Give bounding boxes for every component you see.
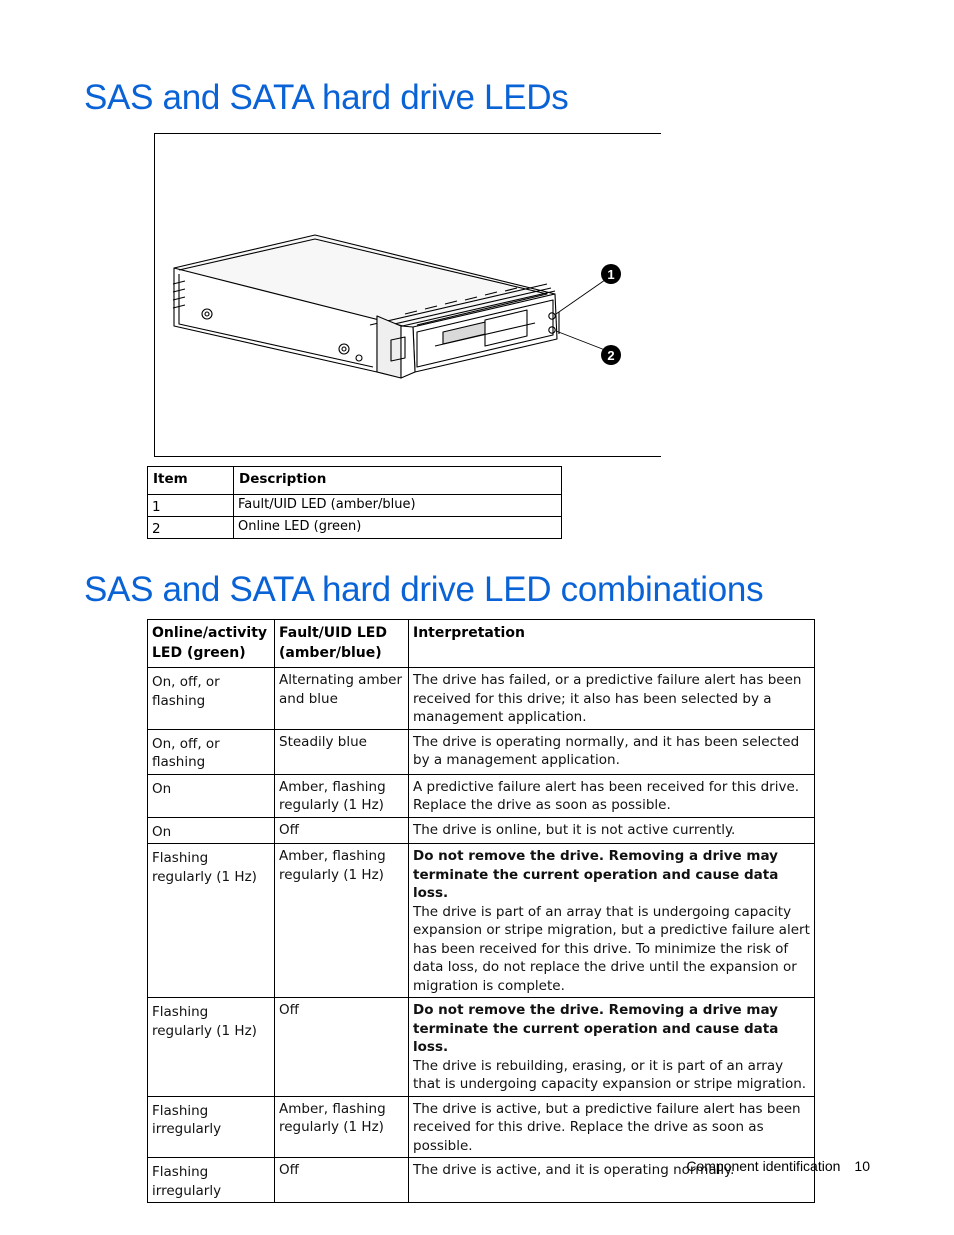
fault-led-state: Amber, flashing regularly (1 Hz) [275,774,409,817]
fault-uid-header: Fault/UID LED (amber/blue) [275,620,409,668]
interpretation [409,774,815,817]
online-led-state: On, off, or flashing [148,668,275,730]
table-row [148,517,562,539]
interpretation [409,817,815,844]
svg-text:2: 2 [607,348,615,363]
callout-2 [601,345,621,365]
interpretation-header: Interpretation [409,620,815,668]
online-led-state: Flashing regularly (1 Hz) [148,844,275,998]
interpretation-text: The drive is online, but it is not active currently. [413,821,736,838]
fault-led-state: Alternating amber and blue [275,668,409,730]
online-led-state: On [148,774,275,817]
page-footer [686,1158,870,1174]
warning-text: Do not remove the drive. Removing a drive may terminate the current operation and cause data loss. [413,1002,779,1055]
table-row [148,495,562,517]
item-number: 2 [148,517,234,539]
section-title-led-combinations: SAS and SATA hard drive LED combinations [84,570,764,609]
interpretation-text: The drive is operating normally, and it has been selected by a management application. [413,733,800,768]
table-row [148,668,815,730]
warning-text: Do not remove the drive. Removing a drive may terminate the current operation and cause data loss. [413,848,779,901]
interpretation-text: The drive is active, and it is operating normally. [413,1162,735,1178]
table-row [148,774,815,817]
item-description: Online LED (green) [234,517,562,539]
online-led-state: Flashing irregularly [148,1096,275,1158]
online-activity-header: Online/activity LED (green) [148,620,275,668]
item-description: Fault/UID LED (amber/blue) [234,495,562,517]
online-led-state: Flashing regularly (1 Hz) [148,998,275,1097]
fault-led-state: Amber, flashing regularly (1 Hz) [275,1096,409,1158]
fault-led-state: Steadily blue [275,729,409,774]
page-number: 10 [854,1158,870,1174]
table-row [148,729,815,774]
fault-led-state: Off [275,998,409,1097]
fault-led-state: Off [275,817,409,844]
interpretation-text: The drive is active, but a predictive failure alert has been received for this drive. Replace the drive as soon as possible. [413,1100,801,1154]
online-led-state: On, off, or flashing [148,729,275,774]
interpretation-text: The drive is rebuilding, erasing, or it is part of an array that is undergoing capacity expansion or stripe migration. [413,1057,807,1092]
fault-led-state: Amber, flashing regularly (1 Hz) [275,844,409,998]
hard-drive-illustration [155,134,661,456]
table-row [148,844,815,998]
interpretation [409,729,815,774]
combo-table-header [148,620,815,668]
item-number: 1 [148,495,234,517]
interpretation [409,668,815,730]
online-led-state: Flashing irregularly [148,1158,275,1203]
table-row [148,1096,815,1158]
section-title-leds: SAS and SATA hard drive LEDs [84,78,569,117]
fault-led-state: Off [275,1158,409,1203]
interpretation [409,998,815,1097]
callout-1 [601,264,621,284]
interpretation-text: The drive has failed, or a predictive failure alert has been received for this drive; it also has been selected by a management application. [413,672,802,725]
interpretation-text: A predictive failure alert has been received for this drive. Replace the drive as soon as possible. [413,778,800,813]
hard-drive-figure [154,133,661,457]
interpretation [409,844,815,998]
footer-section-name: Component identification [686,1158,841,1174]
item-table-header [148,467,562,495]
table-row [148,998,815,1097]
item-header: Item [148,467,234,495]
interpretation-text: The drive is part of an array that is undergoing capacity expansion or stripe migration, but a predictive failure alert has been received for this drive. To minimize the risk of data loss, do not replace the drive until the expansion or migration is complete. [413,903,810,994]
table-row [148,817,815,844]
interpretation [409,1096,815,1158]
svg-text:1: 1 [607,267,615,282]
led-combinations-table [147,619,815,1203]
online-led-state: On [148,817,275,844]
item-table [147,466,562,539]
description-header: Description [234,467,562,495]
